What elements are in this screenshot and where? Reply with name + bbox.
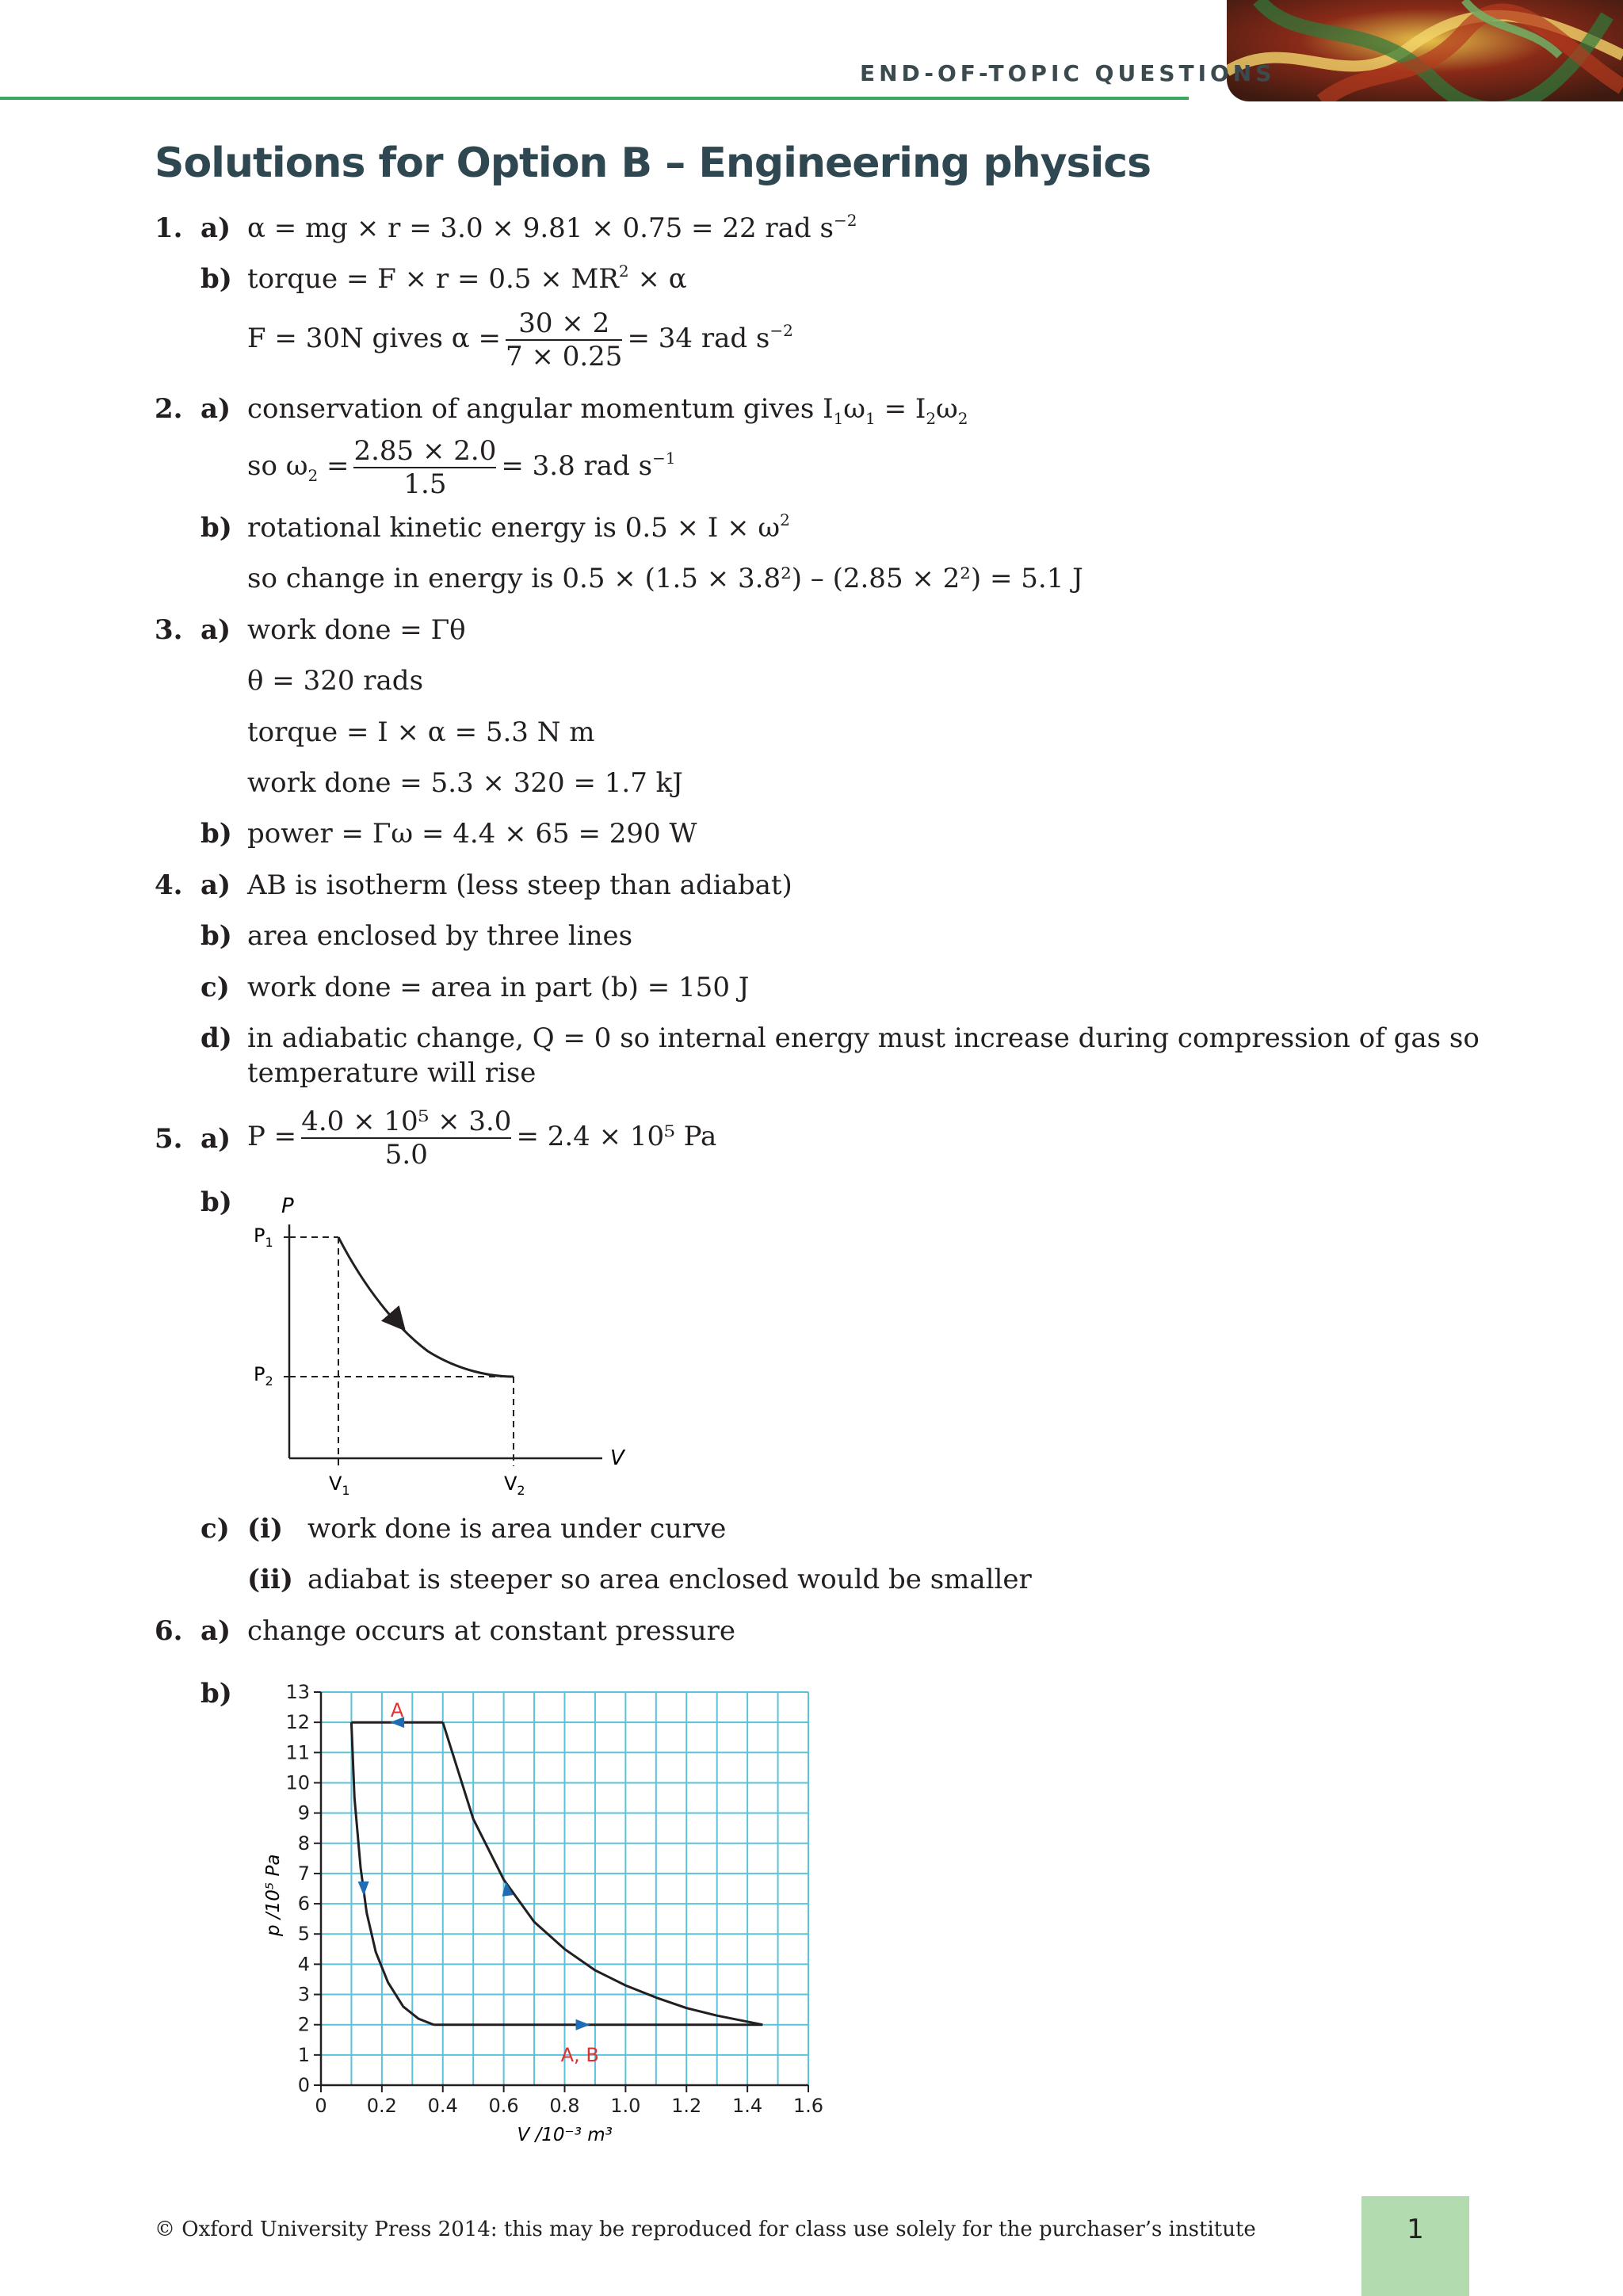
y-tick-label: 8 <box>297 1832 310 1855</box>
answer-line: work done = area in part (b) = 150 J <box>247 972 750 1003</box>
part-label: a) <box>200 393 231 425</box>
y-tick-label: 1 <box>297 2043 310 2066</box>
y-tick-label: 13 <box>285 1681 310 1703</box>
y-axis-label: P <box>281 1194 294 1218</box>
page-number: 1 <box>1407 2214 1424 2245</box>
part-label: c) <box>200 1513 230 1545</box>
pv-diagram <box>238 1185 650 1502</box>
x-tick-label: 0.8 <box>549 2095 580 2117</box>
p2-label: $P_2$ <box>254 1363 273 1389</box>
x-tick-label: 1.6 <box>792 2095 824 2117</box>
copyright-footer: © Oxford University Press 2014: this may be reproduced for class use solely for the purchaser’s institute <box>155 2218 1256 2241</box>
question-number: 2. <box>155 393 183 425</box>
x-axis-label: V /10⁻³ m³ <box>517 2125 613 2145</box>
x-tick-label: 0 <box>315 2095 327 2117</box>
x-tick-label: 1.4 <box>732 2095 763 2117</box>
subpart-label: (ii) <box>247 1564 294 1595</box>
y-tick-label: 12 <box>285 1711 310 1734</box>
part-label: b) <box>200 1186 232 1218</box>
x-tick-label: 1.2 <box>671 2095 702 2117</box>
part-label: b) <box>200 818 232 850</box>
y-tick-label: 9 <box>297 1801 310 1824</box>
answer-line: α = mg × r = 3.0 × 9.81 × 0.75 = 22 rad $s^{-2}$ <box>247 211 857 244</box>
page-title: Solutions for Option B – Engineering physics <box>155 139 1151 187</box>
chart-grid <box>321 1692 808 2085</box>
v2-label: $V_2$ <box>504 1473 525 1498</box>
question-number: 4. <box>155 869 183 901</box>
y-tick-label: 7 <box>297 1862 310 1885</box>
chart-ticks <box>285 1681 823 2117</box>
pv-cycle-chart <box>246 1676 848 2152</box>
question-number: 3. <box>155 614 183 646</box>
answer-line: P = $\frac{\text{4.0 × 10⁵ × 3.0}}{5.0}$ = 2.4 × 10⁵ Pa <box>247 1106 717 1171</box>
answer-line: work done = Γθ <box>247 614 466 646</box>
y-tick-label: 11 <box>285 1741 310 1764</box>
x-tick-label: 0.6 <box>488 2095 519 2117</box>
answer-line: so $\omega_2$ = $\frac{2.85 \times 2.0}{1.5}$ = 3.8 rad $s^{-1}$ <box>247 435 676 500</box>
part-label: b) <box>200 920 232 952</box>
part-label: a) <box>200 212 231 244</box>
chart-annotation: A, B <box>560 2043 599 2066</box>
answer-line: conservation of angular momentum gives $I_1\omega_1 = I_2\omega_2$ <box>247 393 968 428</box>
header-label: END-OF-TOPIC QUESTIONS <box>860 60 1276 86</box>
part-label: c) <box>200 972 230 1003</box>
y-tick-label: 3 <box>297 1983 310 2006</box>
y-tick-label: 6 <box>297 1893 310 1916</box>
answer-line: rotational kinetic energy is $0.5 \times I \times \omega^2$ <box>247 510 790 544</box>
part-label: a) <box>200 869 231 901</box>
fraction: $\frac{\text{4.0 × 10⁵ × 3.0}}{5.0}$ <box>301 1106 512 1171</box>
question-number: 5. <box>155 1123 183 1155</box>
part-label: b) <box>200 1678 232 1710</box>
answer-line: θ = 320 rads <box>247 665 424 697</box>
y-tick-label: 0 <box>297 2074 310 2096</box>
answer-line: work done is area under curve <box>307 1513 727 1545</box>
part-label: a) <box>200 614 231 646</box>
x-axis-label: V <box>610 1446 624 1470</box>
part-label: a) <box>200 1123 231 1155</box>
subpart-label: (i) <box>247 1513 284 1545</box>
answer-line: work done = 5.3 × 320 = 1.7 kJ <box>247 767 683 799</box>
chart-annotation: A <box>390 1698 404 1721</box>
x-tick-label: 0.2 <box>366 2095 397 2117</box>
x-tick-label: 0.4 <box>427 2095 458 2117</box>
v1-label: $V_1$ <box>329 1473 350 1498</box>
answer-line: adiabat is steeper so area enclosed would be smaller <box>307 1564 1032 1595</box>
page-number-box <box>1361 2196 1469 2296</box>
answer-line: torque = I × α = 5.3 N m <box>247 716 595 748</box>
part-label: b) <box>200 512 232 544</box>
y-tick-label: 5 <box>297 1923 310 1946</box>
answer-line: F = 30N gives α = $\frac{30 \times 2}{7 \times 0.25}$ = 34 rad $s^{-2}$ <box>247 308 793 372</box>
fraction: $\frac{30 \times 2}{7 \times 0.25}$ <box>506 308 623 372</box>
chart-annotations <box>391 1699 599 2066</box>
p1-label: $P_1$ <box>254 1224 273 1250</box>
answer-line: torque = $F \times r = 0.5 \times MR^2 \times \alpha$ <box>247 262 687 295</box>
header-decorative-image <box>1227 0 1623 101</box>
part-label: b) <box>200 263 232 295</box>
y-tick-label: 10 <box>285 1771 310 1794</box>
question-number: 1. <box>155 212 183 244</box>
answer-line: change occurs at constant pressure <box>247 1615 735 1647</box>
answer-line: so change in energy is 0.5 × (1.5 × 3.8²) – (2.85 × 2²) = 5.1 J <box>247 563 1083 594</box>
y-tick-label: 4 <box>297 1953 310 1976</box>
fraction: $\frac{2.85 \times 2.0}{1.5}$ <box>353 435 497 500</box>
y-axis-label: p /10⁵ Pa <box>263 1854 284 1936</box>
question-number: 6. <box>155 1615 183 1647</box>
answer-line: temperature will rise <box>247 1057 537 1089</box>
header-rule <box>0 97 1189 100</box>
direction-arrow <box>392 1316 403 1328</box>
answer-line: AB is isotherm (less steep than adiabat) <box>247 869 792 901</box>
part-label: a) <box>200 1615 231 1647</box>
y-tick-label: 2 <box>297 2013 310 2036</box>
direction-arrow <box>576 2019 590 2030</box>
x-tick-label: 1.0 <box>610 2095 641 2117</box>
part-label: d) <box>200 1022 232 1054</box>
answer-line: area enclosed by three lines <box>247 920 633 952</box>
process-curve <box>338 1237 514 1377</box>
direction-arrow <box>358 1881 369 1896</box>
answer-line: in adiabatic change, Q = 0 so internal energy must increase during compression of gas so <box>247 1022 1480 1054</box>
answer-line: power = Γω = 4.4 × 65 = 290 W <box>247 818 697 850</box>
